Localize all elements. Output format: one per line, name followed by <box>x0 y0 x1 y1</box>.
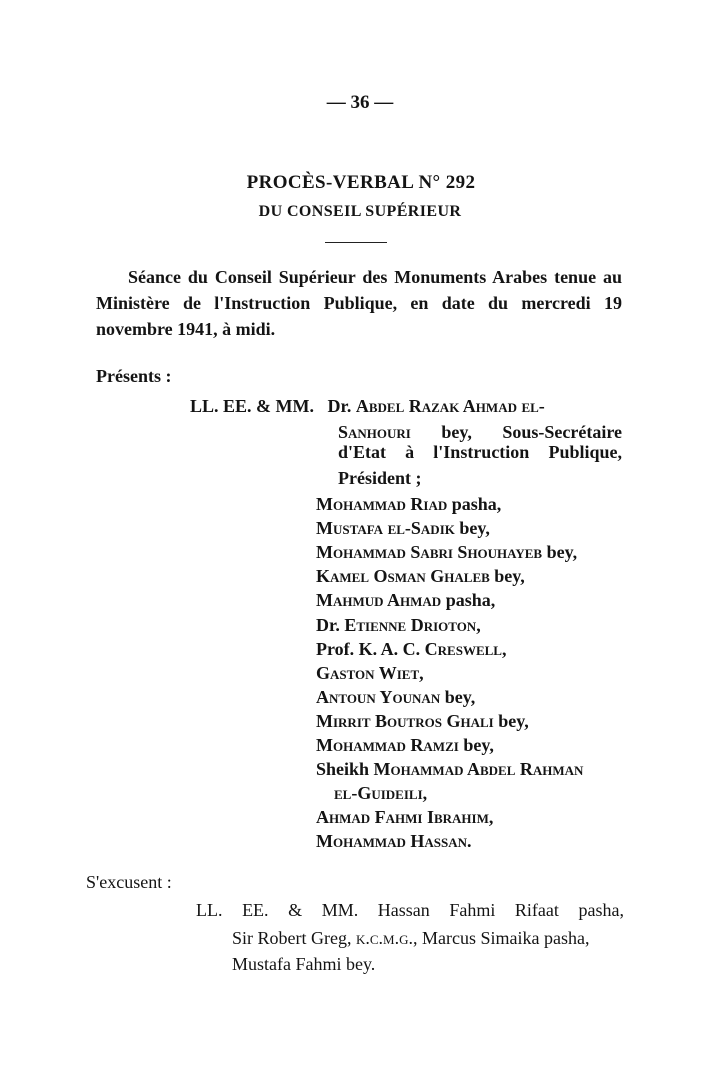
president-role-word2: à <box>405 442 415 462</box>
member-suffix: bey, <box>493 711 529 731</box>
member-name: Ahmad Fahmi Ibrahim <box>316 807 489 827</box>
title-divider <box>325 242 387 243</box>
member-suffix: bey, <box>440 687 476 707</box>
member-suffix: pasha, <box>441 590 496 610</box>
member-suffix: pasha, <box>447 494 502 514</box>
member-row <box>316 612 481 638</box>
excused-line-3: Mustafa Fahmi bey. <box>232 954 376 974</box>
member-row <box>316 732 494 758</box>
session-intro-text: Séance du Conseil Supérieur des Monuments Arabes tenue au Ministère de l'Instruction Publique, en date du mercredi 19 novembre 1941, à midi. <box>96 267 622 339</box>
member-row <box>316 756 583 782</box>
excused-word: EE. <box>242 900 269 920</box>
member-row <box>316 804 493 830</box>
member-name: Creswell <box>424 639 502 659</box>
member-prefix: Dr. <box>316 615 345 635</box>
member-name: Kamel Osman Ghaleb <box>316 566 490 586</box>
president-role-word4: Publique, <box>548 442 622 462</box>
president-role-title: Président ; <box>338 468 422 488</box>
member-row <box>316 660 424 686</box>
member-name: Mahmud Ahmad <box>316 590 442 610</box>
member-row <box>316 491 501 517</box>
member-name: Antoun Younan <box>316 687 441 707</box>
president-rank: bey, <box>441 422 472 442</box>
council-subtitle: DU CONSEIL SUPÉRIEUR <box>258 203 462 220</box>
member-suffix: bey, <box>542 542 578 562</box>
member-suffix: bey, <box>458 735 494 755</box>
excused-line-1 <box>196 897 624 923</box>
member-name: Mohammad Abdel Rahman <box>373 759 584 779</box>
page-number: — 36 — <box>326 92 394 113</box>
member-row <box>316 563 525 589</box>
president-line <box>190 393 545 419</box>
member-name: Gaston Wiet <box>316 663 420 683</box>
member-suffix: . <box>467 831 472 851</box>
excused-line-2 <box>232 925 589 951</box>
session-intro <box>96 264 622 342</box>
president-role-part1: Sous-Secrétaire <box>502 422 622 442</box>
member-name: Mohammad Hassan <box>316 831 468 851</box>
president-role-word1: d'Etat <box>338 442 387 462</box>
member-row <box>316 539 577 565</box>
member-row <box>316 515 490 541</box>
president-title: Dr. <box>327 396 352 416</box>
member-row <box>316 587 495 613</box>
member-prefix: Prof. K. A. C. <box>316 639 425 659</box>
member-row <box>316 828 472 854</box>
president-role-word3: l'Instruction <box>433 442 530 462</box>
member-name: el-Guideili <box>334 783 423 803</box>
member-row <box>334 780 427 806</box>
member-name: Etienne Drioton <box>344 615 477 635</box>
member-name: Mohammad Sabri Shouhayeb <box>316 542 543 562</box>
excused-word: pasha, <box>578 900 624 920</box>
excused-word: Hassan <box>377 900 430 920</box>
excused-word: & <box>288 900 303 920</box>
excused-word: Rifaat <box>514 900 559 920</box>
presents-label: Présents : <box>96 366 172 386</box>
minutes-title: PROCÈS-VERBAL N° 292 <box>246 172 476 193</box>
member-name: Mirrit Boutros Ghali <box>316 711 494 731</box>
president-name-part2: Sanhouri <box>338 422 411 442</box>
president-name-part1: Abdel Razak Ahmad el- <box>355 396 545 416</box>
member-suffix: bey, <box>489 566 525 586</box>
member-row <box>316 684 475 710</box>
president-role-line <box>338 439 622 465</box>
member-row <box>316 636 506 662</box>
excused-word: MM. <box>321 900 359 920</box>
excused-honours: k.c.m.g. <box>355 928 413 948</box>
member-prefix: Sheikh <box>316 759 374 779</box>
member-suffix: , <box>476 615 481 635</box>
member-suffix: , <box>488 807 494 827</box>
member-name: Mohammad Ramzi <box>316 735 459 755</box>
excused-word: LL. <box>196 900 223 920</box>
member-suffix: , <box>501 639 507 659</box>
member-suffix: , <box>419 663 424 683</box>
excused-word: Fahmi <box>449 900 496 920</box>
member-suffix: , <box>422 783 428 803</box>
member-suffix: bey, <box>454 518 490 538</box>
honorific: LL. EE. & MM. <box>190 396 314 416</box>
excused-text-a: Sir Robert Greg, <box>232 928 356 948</box>
excused-text-b: , Marcus Simaika pasha, <box>413 928 590 948</box>
member-name: Mustafa el-Sadik <box>316 518 455 538</box>
member-name: Mohammad Riad <box>316 494 448 514</box>
member-row <box>316 708 529 734</box>
excused-label: S'excusent : <box>86 872 172 892</box>
